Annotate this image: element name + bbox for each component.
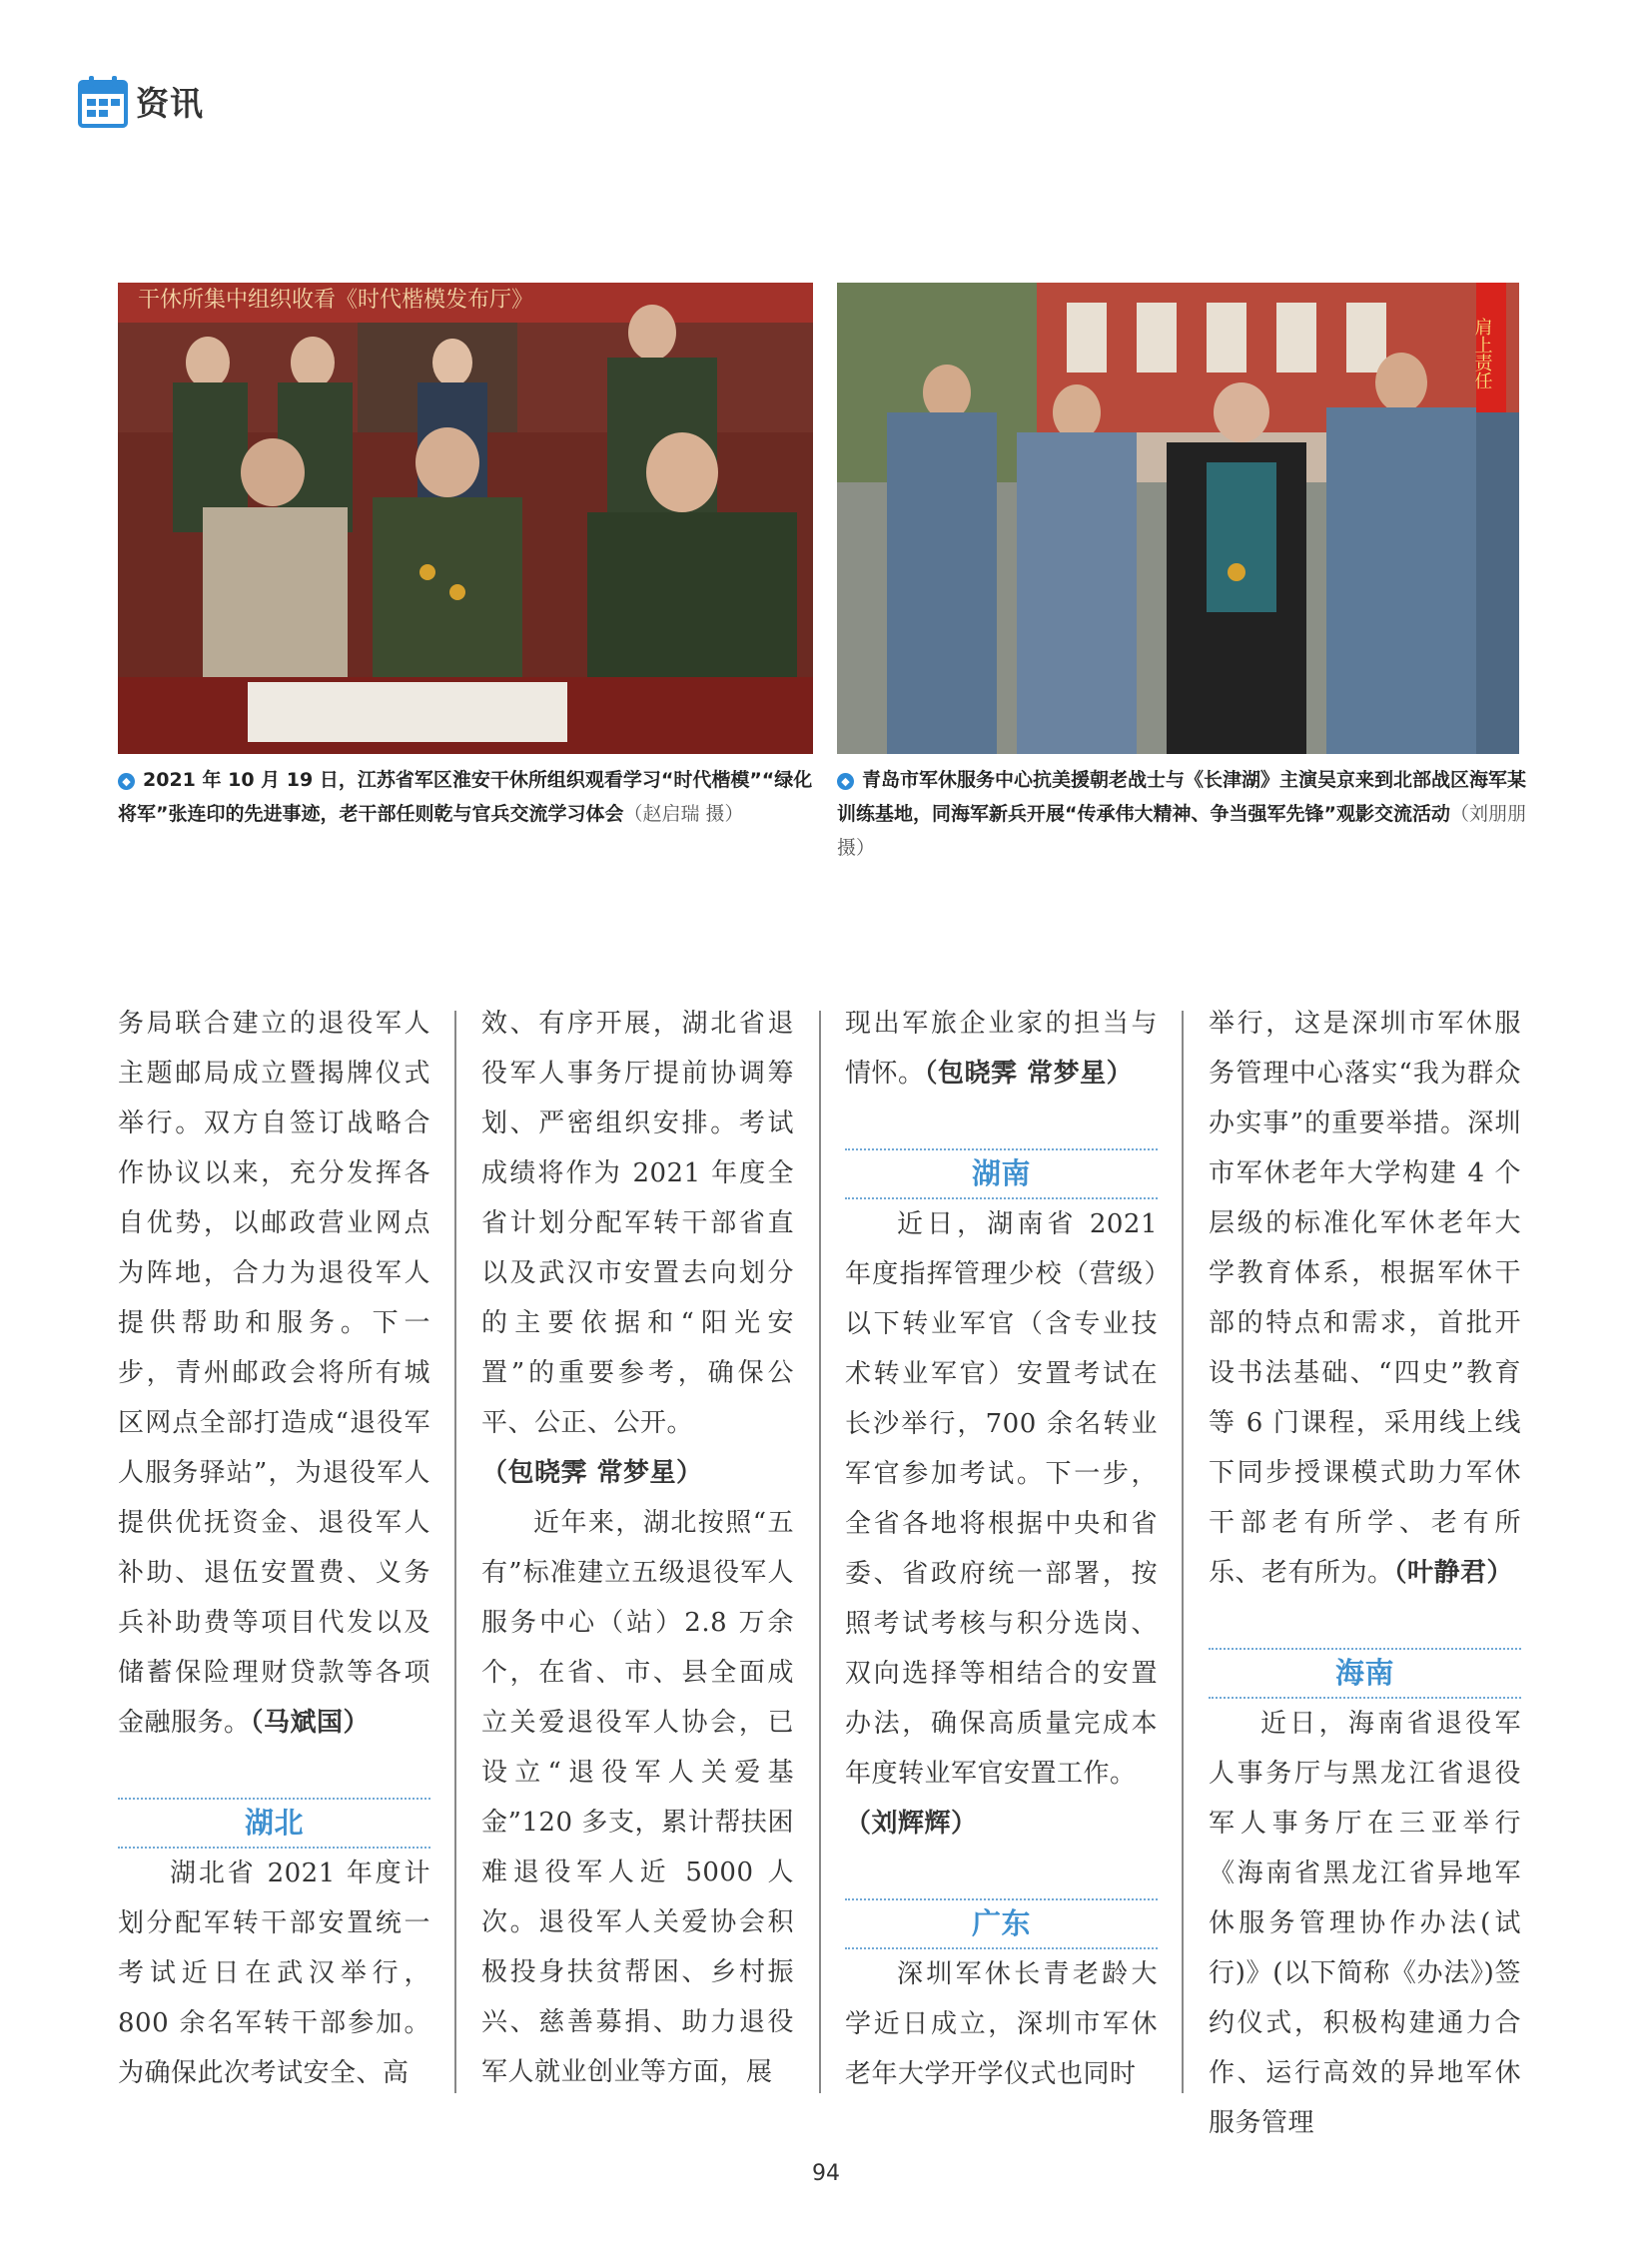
paragraph: 湖北省 2021 年度计划分配军转干部安置统一考试近日在武汉举行，800 余名军转干部参加。为确保此次考试安全、高 (118, 1859, 430, 2088)
paragraph: 务局联合建立的退役军人主题邮局成立暨揭牌仪式举行。双方自签订战略合作协议以来，充分发挥各自优势，以邮政营业网点为阵地，合力为退役军人提供帮助和服务。下一步，青州邮政会将所有城区网点全部打造成“退役军人服务驿站”，为退役军人提供优抚资金、退役军人补助、退伍安置费、义务兵补助费等项目代发以及储蓄保险理财贷款等各项金融服务。（马斌国） (118, 1009, 430, 1738)
section-heading-hubei: 湖北 (118, 1798, 430, 1849)
column-divider (819, 1011, 821, 2093)
calendar-icon (78, 74, 128, 128)
photo-credit: （刘朋朋 摄） (837, 803, 1526, 859)
caption-text: 青岛市军休服务中心抗美援朝老战士与《长津湖》主演吴京来到北部战区海军某训练基地，同海军新兵开展“传承伟大精神、争当强军先锋”观影交流活动 (837, 769, 1527, 825)
page-number: 94 (812, 2161, 840, 2186)
column-divider (454, 1011, 456, 2093)
section-heading-hunan: 湖南 (845, 1148, 1158, 1199)
camera-icon: ◆ (118, 773, 135, 790)
photo-navy-base (837, 283, 1519, 754)
photo-banner-text: 干休所集中组织收看《时代楷模发布厅》 (138, 288, 534, 313)
article-column-1 (118, 999, 430, 2098)
article-column-3 (845, 999, 1158, 2099)
paragraph: 效、有序开展，湖北省退役军人事务厅提前协调筹划、严密组织安排。考试成绩将作为 2021 年度全省计划分配军转干部省直以及武汉市安置去向划分的主要依据和“阳光安置”的重要参考，确保公平、公正、公开。 (481, 1009, 794, 1438)
caption-text: 2021 年 10 月 19 日，江苏省军区淮安干休所组织观看学习“时代楷模”“绿化将军”张连印的先进事迹，老干部任则乾与官兵交流学习体会 (118, 769, 813, 825)
paragraph: 举行，这是深圳市军休服务管理中心落实“我为群众办实事”的重要举措。深圳市军休老年大学构建 4 个层级的标准化军休老年大学教育体系，根据军休干部的特点和需求，首批开设书法基础、“四史”教育等 6 门课程，采用线上线下同步授课模式助力军休干部老有所学、老有所乐、老有所为。（叶静君） (1209, 1009, 1521, 1588)
article-column-4 (1209, 999, 1521, 2148)
photo-credit: （赵启瑞 摄） (623, 803, 744, 825)
photo-caption (837, 763, 1526, 865)
camera-icon: ◆ (837, 773, 854, 790)
photo-veterans-meeting (118, 283, 813, 754)
author-credit: （刘辉辉） (845, 1809, 978, 1839)
section-heading-guangdong: 广东 (845, 1898, 1158, 1949)
paragraph: 近日，湖南省 2021 年度指挥管理少校（营级）以下转业军官（含专业技术转业军官）安置考试在长沙举行，700 余名转业军官参加考试。下一步，全省各地将根据中央和省委、省政府统一部署，按照考试考核与积分选岗、双向选择等相结合的安置办法，确保高质量完成本年度转业军官安置工作。 (845, 1209, 1158, 1789)
paragraph: 深圳军休长青老龄大学近日成立，深圳市军休老年大学开学仪式也同时 (845, 1959, 1158, 2089)
paragraph: 近年来，湖北按照“五有”标准建立五级退役军人服务中心（站）2.8 万余个，在省、市、县全面成立关爱退役军人协会，已设立“退役军人关爱基金”120 多支，累计帮扶困难退役军人近 5000 人次。退役军人关爱协会积极投身扶贫帮困、乡村振兴、慈善募捐、助力退役军人就业创业等方面，展 (481, 1508, 794, 2087)
article-column-2 (481, 999, 794, 2097)
section-heading-hainan: 海南 (1209, 1648, 1521, 1699)
author-credit: （叶静君） (1393, 1558, 1514, 1588)
author-credit: （马斌国） (250, 1708, 371, 1738)
paragraph: 现出军旅企业家的担当与情怀。（包晓霁 常梦星） (845, 1009, 1158, 1089)
paragraph: 近日，海南省退役军人事务厅与黑龙江省退役军人事务厅在三亚举行《海南省黑龙江省异地军休服务管理协作办法(试行)》(以下简称《办法》)签约仪式，积极构建通力合作、运行高效的异地军休服务管理 (1209, 1709, 1521, 2138)
photo-banner-text: 肩上责任 (1471, 318, 1493, 389)
author-credit: （包晓霁 常梦星） (924, 1059, 1134, 1089)
column-divider (1182, 1011, 1184, 2093)
photo-caption (118, 763, 817, 831)
section-title: 资讯 (136, 83, 204, 123)
section-header (78, 74, 204, 128)
author-credit: （包晓霁 常梦星） (481, 1458, 703, 1488)
